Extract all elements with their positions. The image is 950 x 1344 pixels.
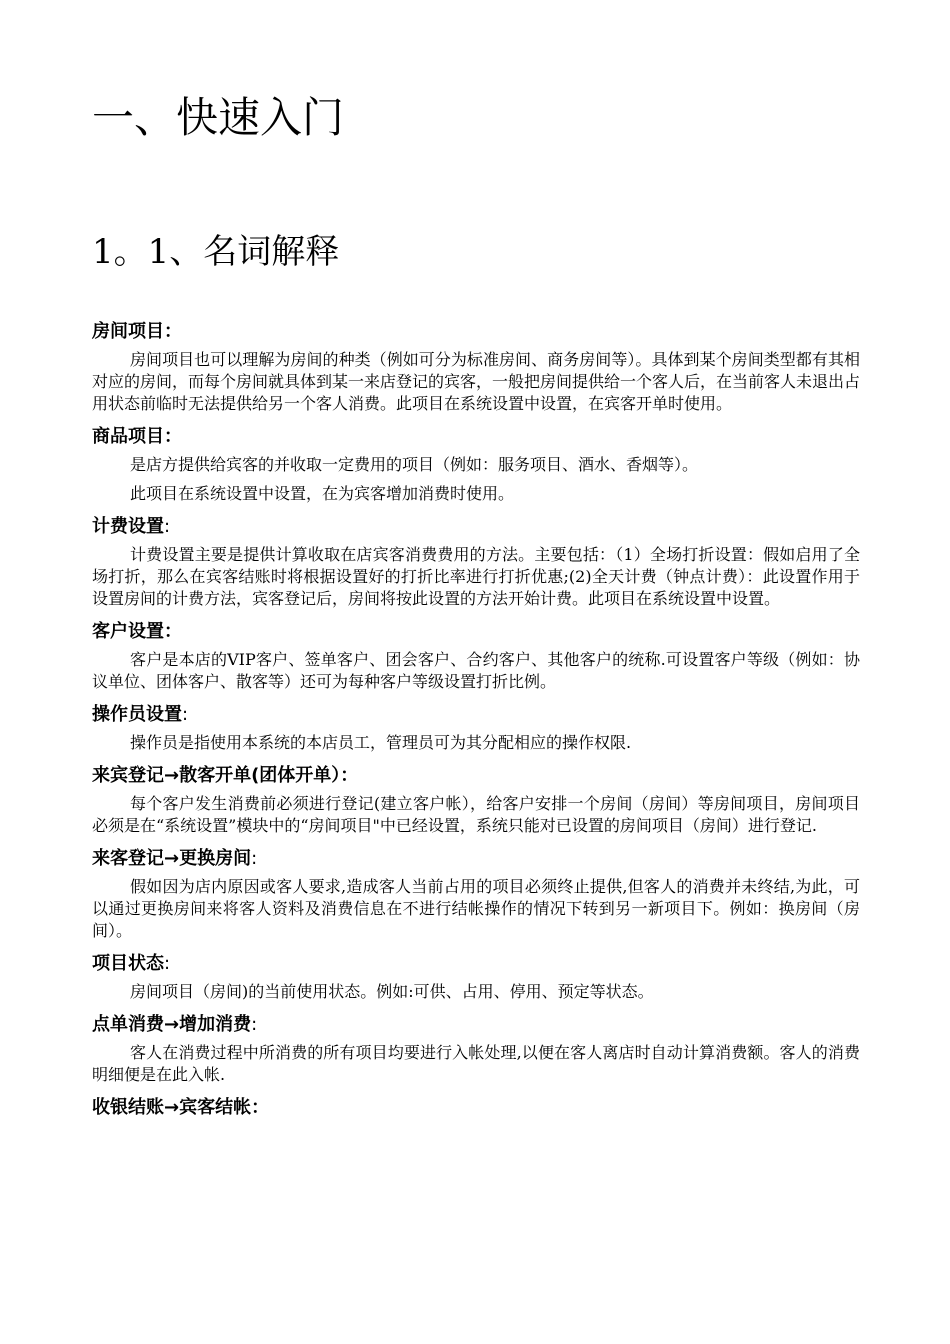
glossary-entry-checkout [92, 1094, 860, 1122]
section-title: 1。1、名词解释 [92, 232, 340, 272]
glossary-entry-change-room [92, 845, 860, 942]
term-heading: 项目状态: [92, 953, 171, 974]
term-definition: 房间项目也可以理解为房间的种类（例如可分为标准房间、商务房间等）。具体到某个房间类型都有其相对应的房间，而每个房间就具体到某一来店登记的宾客，一般把房间提供给一个客人后，在当前客人未退出占用状态前临时无法提供给另一个客人消费。此项目在系统设置中设置，在宾客开单时使用。 [92, 350, 861, 413]
term-heading: 计费设置: [92, 516, 171, 537]
glossary-entry-guest-checkin [92, 762, 860, 837]
term-definition: 是店方提供给宾客的并收取一定费用的项目（例如：服务项目、酒水、香烟等）。 [130, 455, 699, 474]
glossary-entry-billing-settings [92, 513, 860, 610]
term-heading: 点单消费→增加消费: [92, 1014, 258, 1035]
glossary-entry-goods-item [92, 423, 860, 505]
glossary [92, 318, 860, 1122]
term-heading: 商品项目： [92, 426, 182, 447]
term-heading: 来宾登记→散客开单(团体开单）： [92, 765, 359, 786]
glossary-entry-operator-settings [92, 701, 860, 754]
term-heading: 来客登记→更换房间: [92, 848, 258, 869]
chapter-title: 一、快速入门 [92, 93, 345, 142]
glossary-entry-customer-settings [92, 618, 860, 693]
term-definition: 客户是本店的VIP客户、签单客户、团会客户、合约客户、其他客户的统称.可设置客户等级（例如：协议单位、团体客户、散客等）还可为每种客户等级设置打折比例。 [92, 650, 860, 691]
term-definition: 操作员是指使用本系统的本店员工，管理员可为其分配相应的操作权限. [130, 733, 632, 752]
term-definition: 假如因为店内原因或客人要求,造成客人当前占用的项目必须终止提供,但客人的消费并未终结,为此，可以通过更换房间来将客人资料及消费信息在不进行结帐操作的情况下转到另一新项目下。例如：换房间（房间）。 [92, 877, 860, 940]
glossary-entry-room-item [92, 318, 860, 415]
term-definition: 房间项目（房间)的当前使用状态。例如:可供、占用、停用、预定等状态。 [130, 982, 654, 1001]
term-definition: 客人在消费过程中所消费的所有项目均要进行入帐处理,以便在客人离店时自动计算消费额。客人的消费明细便是在此入帐. [92, 1043, 860, 1084]
term-heading: 操作员设置: [92, 704, 189, 725]
term-definition: 此项目在系统设置中设置，在为宾客增加消费时使用。 [130, 484, 515, 503]
term-definition: 计费设置主要是提供计算收取在店宾客消费费用的方法。主要包括：（1）全场打折设置：假如启用了全场打折，那么在宾客结账时将根据设置好的打折比率进行打折优惠;(2)全天计费（钟点计费）：此设置作用于设置房间的计费方法，宾客登记后，房间将按此设置的方法开始计费。此项目在系统设置中设置。 [92, 545, 860, 608]
term-definition: 每个客户发生消费前必须进行登记(建立客户帐），给客户安排一个房间（房间）等房间项目，房间项目必须是在“系统设置”模块中的“房间项目"中已经设置，系统只能对已设置的房间项目（房间）进行登记. [92, 794, 860, 835]
term-heading: 客户设置： [92, 621, 182, 642]
term-heading: 房间项目： [92, 321, 182, 342]
term-heading: 收银结账→宾客结帐： [92, 1097, 270, 1118]
glossary-entry-item-status [92, 950, 860, 1003]
glossary-entry-add-consumption [92, 1011, 860, 1086]
